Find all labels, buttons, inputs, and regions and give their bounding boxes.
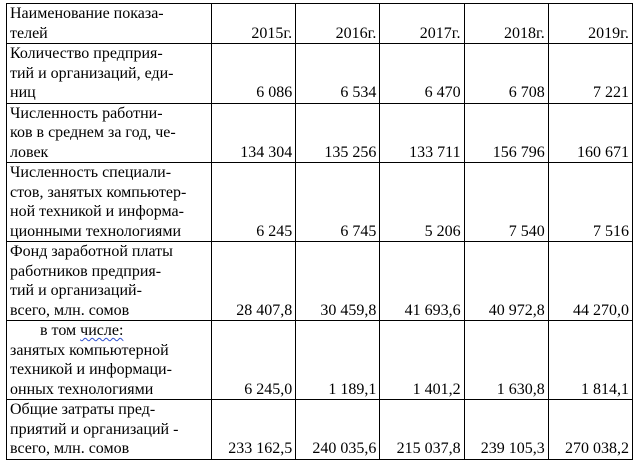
row-label-line: занятых компьютерной [10,341,169,359]
row-label [7,321,212,400]
table-cell: 156 796 [464,103,548,163]
table-cell: 6 470 [380,44,464,104]
row-label-line: ков в среднем за год, че- [10,124,176,141]
row-label-line: Численность работни- [10,104,163,122]
indicator-name-header [7,4,212,44]
row-label-line: стов, занятых компьютер- [10,183,187,201]
year-header-2018: 2018г. [464,4,548,44]
table-row-avg-employees [7,103,633,163]
row-label-line: работников предприя- [10,262,162,280]
row-label [7,400,212,460]
row-label-line [10,321,208,341]
table-cell: 6 086 [212,44,296,104]
table-row-enterprise-count [7,44,633,104]
table-row-wage-fund [7,242,633,321]
statistics-table [6,3,633,460]
spellcheck-marked-word: числе: [80,322,124,339]
table-row-it-specialists [7,163,633,242]
label-prefix: в том [40,322,81,339]
year-header-2015: 2015г. [212,4,296,44]
table-cell: 160 671 [548,103,632,163]
row-label [7,163,212,242]
table-cell: 6 745 [296,163,380,242]
row-label-line: ниц [10,84,36,101]
table-cell: 7 221 [548,44,632,104]
table-row-it-wage-subset [7,321,633,400]
table-cell: 233 162,5 [212,400,296,460]
row-label-line: тий и организаций- [10,282,142,299]
year-header-2019: 2019г. [548,4,632,44]
table-cell: 7 540 [464,163,548,242]
table-cell: 215 037,8 [380,400,464,460]
row-label-line: ной техникой и информа- [10,203,184,220]
table-cell: 7 516 [548,163,632,242]
header-name-line: телей [10,24,48,42]
row-label-line: Общие затраты пред- [10,401,156,418]
row-label-line: всего, млн. сомов [10,440,130,457]
row-label-line: техникой и информаци- [10,361,172,378]
table-cell: 135 256 [296,103,380,163]
row-label [7,242,212,321]
header-name-line: Наименование показа- [10,5,164,22]
table-cell: 6 245,0 [212,321,296,400]
table-cell: 44 270,0 [548,242,632,321]
row-label-line: онных технологиями [10,380,154,398]
row-label-line: всего, млн. сомов [10,301,130,319]
table-cell: 5 206 [380,163,464,242]
row-label-line: Количество предприя- [10,45,163,62]
table-cell: 28 407,8 [212,242,296,321]
table-cell: 6 708 [464,44,548,104]
table-cell: 1 189,1 [296,321,380,400]
table-cell: 6 245 [212,163,296,242]
row-label-line: ловек [10,143,49,161]
row-label-line: приятий и организаций - [10,420,179,438]
table-cell: 6 534 [296,44,380,104]
header-row [7,4,633,44]
table-cell: 1 814,1 [548,321,632,400]
table-cell: 40 972,8 [464,242,548,321]
table-cell: 30 459,8 [296,242,380,321]
table-cell: 240 035,6 [296,400,380,460]
row-label-line: ционными технологиями [10,222,182,240]
table-cell: 133 711 [380,103,464,163]
table-cell: 1 630,8 [464,321,548,400]
row-label [7,103,212,163]
table-cell: 270 038,2 [548,400,632,460]
row-label-line: тий и организаций, еди- [10,64,174,82]
year-header-2017: 2017г. [380,4,464,44]
table-cell: 1 401,2 [380,321,464,400]
table-cell: 239 105,3 [464,400,548,460]
table-cell: 41 693,6 [380,242,464,321]
row-label-line: Численность специали- [10,164,172,181]
table-cell: 134 304 [212,103,296,163]
row-label [7,44,212,104]
row-label-line: Фонд заработной платы [10,243,173,260]
table-row-total-costs [7,400,633,460]
year-header-2016: 2016г. [296,4,380,44]
